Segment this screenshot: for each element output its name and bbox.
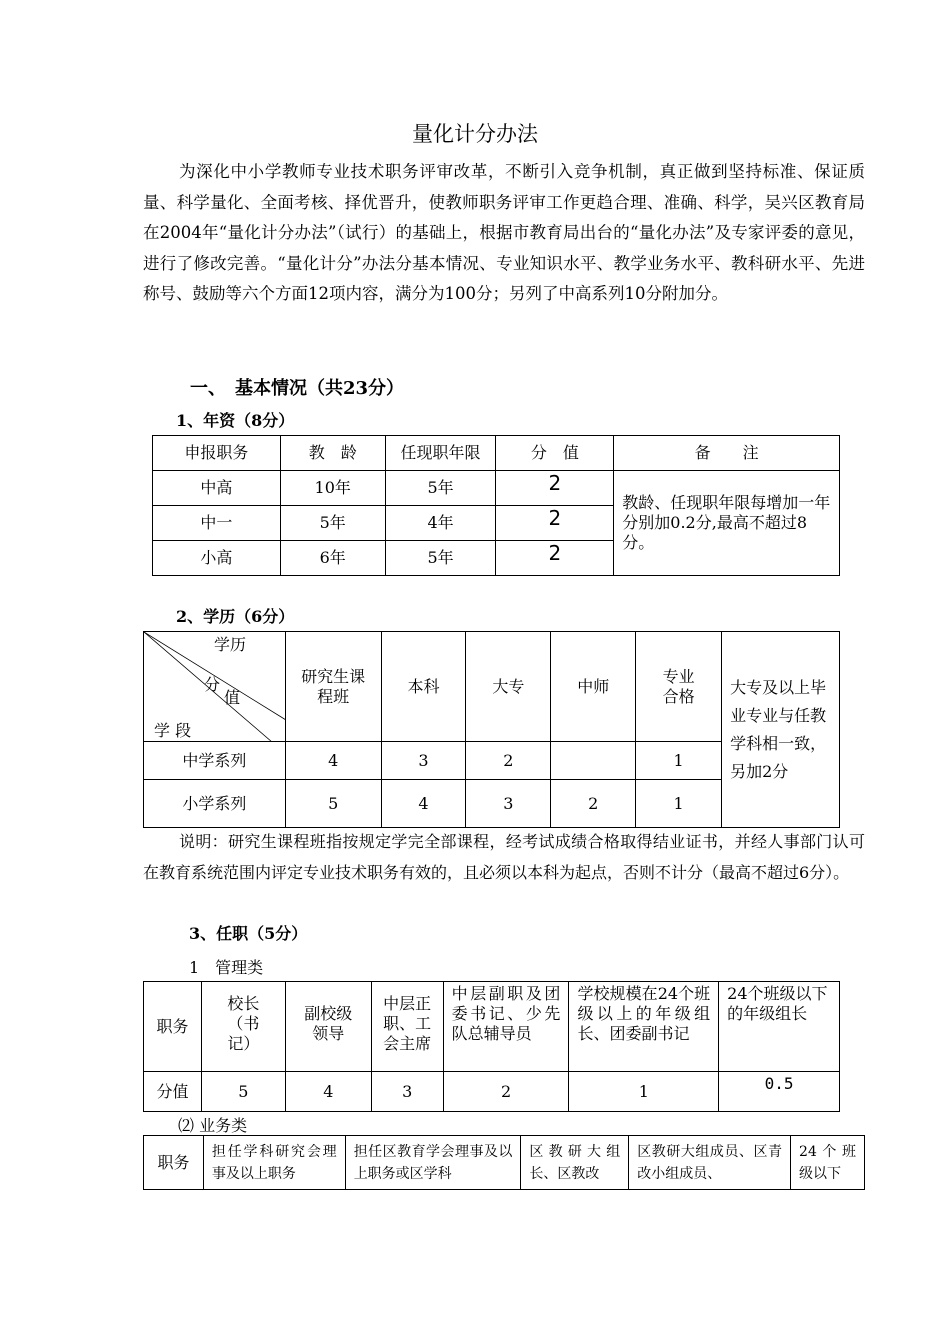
table-cell: 2: [466, 742, 551, 780]
header-cell: 分 值: [496, 436, 614, 471]
remark-cell: 大专及以上毕业专业与任教学科相一致，另加2分: [722, 632, 840, 828]
table-cell: 0.5: [719, 1072, 840, 1112]
row-label: 小学系列: [144, 780, 286, 828]
row-label: 职务: [144, 982, 202, 1072]
seniority-heading: 1、年资（8分）: [176, 411, 295, 430]
education-note: 说明：研究生课程班指按规定学完全部课程，经考试成绩合格取得结业证书，并经人事部门认可在教育系统范围内评定专业技术职务有效的，且必须以本科为起点，否则不计分（最高不超过6分）。: [143, 832, 865, 882]
table-cell: 5: [201, 1072, 285, 1112]
table-cell: 5年: [385, 541, 496, 576]
mgmt-heading: 1 管理类: [189, 958, 264, 977]
header-cell: 担任区教育学会理事及以上职务或区学科: [345, 1136, 521, 1190]
section-heading-basic: 一、 基本情况（共23分）: [190, 378, 405, 399]
header-cell: 大专: [466, 632, 551, 742]
table-cell: 1: [636, 780, 722, 828]
table-cell: 5年: [385, 471, 496, 506]
header-cell: 24个班级以下的年级组长: [719, 982, 840, 1072]
header-cell: 学校规模在24个班级以上的年级组长、团委副书记: [569, 982, 719, 1072]
seniority-table: [152, 435, 840, 576]
mgmt-table: [143, 981, 840, 1112]
table-cell: 4年: [385, 506, 496, 541]
table-cell: 5年: [280, 506, 385, 541]
corner-label-bottom: 学 段: [154, 721, 192, 740]
header-cell: 专业合格: [636, 632, 722, 742]
corner-label-middle: 值: [224, 688, 241, 707]
header-cell: 教 龄: [280, 436, 385, 471]
row-label: 中学系列: [144, 742, 286, 780]
table-cell: 6年: [280, 541, 385, 576]
row-label: 分值: [144, 1072, 202, 1112]
header-cell: 区教研大组成员、区青改小组成员、: [629, 1136, 791, 1190]
header-cell: 担任学科研究会理事及以上职务: [203, 1136, 345, 1190]
table-cell: 10年: [280, 471, 385, 506]
header-cell: 申报职务: [153, 436, 281, 471]
table-cell: 4: [285, 1072, 371, 1112]
table-cell: 2: [496, 506, 614, 541]
row-label: 职务: [144, 1136, 204, 1190]
diagonal-header-cell: [144, 632, 286, 742]
table-cell: [551, 742, 636, 780]
education-table: [143, 631, 840, 828]
table-cell: 4: [285, 742, 381, 780]
header-cell: 任现职年限: [385, 436, 496, 471]
intro-paragraph: 为深化中小学教师专业技术职务评审改革，不断引入竞争机制，真正做到坚持标准、保证质量、科学量化、全面考核、择优晋升，使教师职务评审工作更趋合理、准确、科学，吴兴区教育局在2004年“量化计分办法”（试行）的基础上，根据市教育局出台的“量化办法”及专家评委的意见，进行了修改完善。“量化计分”办法分基本情况、专业知识水平、教学业务水平、教科研水平、先进称号、鼓励等六个方面12项内容，满分为100分；另列了中高系列10分附加分。: [143, 162, 865, 303]
header-cell: 本科: [381, 632, 466, 742]
education-heading: 2、学历（6分）: [176, 607, 295, 626]
page-title: 量化计分办法: [412, 122, 538, 146]
biz-table: [143, 1135, 865, 1190]
table-cell: 3: [371, 1072, 443, 1112]
table-cell: 2: [496, 541, 614, 576]
biz-heading: ⑵ 业务类: [178, 1116, 248, 1135]
header-cell: 中层副职及团委书记、少先队总辅导员: [443, 982, 569, 1072]
corner-label-middle: 分: [204, 675, 221, 694]
header-cell: 研究生课程班: [285, 632, 381, 742]
table-cell: 4: [381, 780, 466, 828]
table-cell: 5: [285, 780, 381, 828]
header-cell: 备 注: [614, 436, 840, 471]
remark-cell: 教龄、任现职年限每增加一年分别加0.2分,最高不超过8分。: [614, 471, 840, 576]
header-cell: 区教研大组长、区教改: [521, 1136, 629, 1190]
table-cell: 2: [496, 471, 614, 506]
table-cell: 3: [381, 742, 466, 780]
table-cell: 1: [636, 742, 722, 780]
header-cell: 校长（书记）: [201, 982, 285, 1072]
table-cell: 1: [569, 1072, 719, 1112]
header-cell: 副校级领导: [285, 982, 371, 1072]
table-cell: 小高: [153, 541, 281, 576]
header-cell: 24个班级以下: [791, 1136, 865, 1190]
table-cell: 中一: [153, 506, 281, 541]
header-cell: 中层正职、工会主席: [371, 982, 443, 1072]
table-cell: 中高: [153, 471, 281, 506]
table-cell: 2: [551, 780, 636, 828]
post-heading: 3、任职（5分）: [189, 924, 308, 943]
corner-label-top: 学历: [214, 635, 247, 654]
header-cell: 中师: [551, 632, 636, 742]
table-cell: 3: [466, 780, 551, 828]
table-cell: 2: [443, 1072, 569, 1112]
